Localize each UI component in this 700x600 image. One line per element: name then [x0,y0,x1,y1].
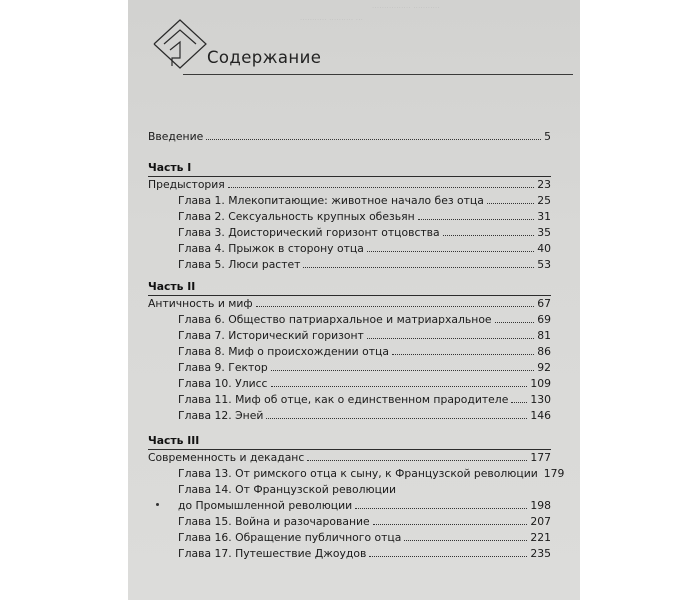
toc-chapter [178,343,551,358]
stray-mark [156,503,159,506]
toc-entry-page: 81 [537,329,551,342]
toc-entry-page: 235 [530,547,551,560]
toc-chapter [178,391,551,406]
leader-dots [228,187,534,188]
toc-entry-introduction [148,128,551,143]
toc-chapter [178,529,551,544]
toc-entry-page: 5 [544,130,551,143]
toc-chapter [178,240,551,255]
toc-entry-label: Глава 12. Эней [178,409,264,422]
toc-chapter-line-1 [178,481,551,496]
toc-entry-label: Глава 3. Доисторический горизонт отцовства [178,226,440,239]
toc-chapter [178,465,565,480]
toc-entry-page: 40 [537,242,551,255]
toc-entry-label: Глава 17. Путешествие Джоудов [178,547,367,560]
toc-entry-page: 31 [537,210,551,223]
leader-dots [355,508,527,509]
toc-entry-page: 146 [530,409,551,422]
toc-entry-page: 177 [530,451,551,464]
toc-entry-page: 86 [537,345,551,358]
toc-entry-label: Глава 6. Общество патриархальное и матриархальное [178,313,492,326]
toc-chapter [178,311,551,326]
toc-chapter [178,513,551,528]
leader-dots [369,556,527,557]
leader-dots [367,251,534,252]
toc-entry-page: 92 [537,361,551,374]
toc-entry-label: Введение [148,130,204,143]
toc-entry-page: 221 [530,531,551,544]
toc-entry-page: 207 [530,515,551,528]
toc-entry-label: Глава 8. Миф о происхождении отца [178,345,389,358]
leader-dots [256,306,535,307]
toc-entry-page: 130 [530,393,551,406]
toc-chapter [178,327,551,342]
toc-entry-page: 23 [537,178,551,191]
toc-entry-page: 179 [543,467,565,480]
leader-dots [373,524,528,525]
leader-dots [266,418,527,419]
toc-entry-label: Современность и декаданс [148,451,305,464]
toc-section-modernity [148,449,551,464]
page-title: Содержание [207,48,322,67]
toc-entry-page: 35 [537,226,551,239]
leader-dots [418,219,535,220]
toc-entry-label: Глава 15. Война и разочарование [178,515,370,528]
toc-entry-page: 69 [537,313,551,326]
leader-dots [495,322,535,323]
leader-dots [271,370,535,371]
leader-dots [443,235,535,236]
toc-entry-label: Глава 9. Гектор [178,361,268,374]
part-title-3: Часть III [148,434,200,447]
toc-entry-label: Глава 10. Улисс [178,377,268,390]
leader-dots [404,540,527,541]
leader-dots [487,203,534,204]
bleed-through-text: ················ ··········· [372,4,440,12]
chapter-logo-icon [150,14,210,74]
toc-chapter [178,407,551,422]
toc-entry-page: 67 [537,297,551,310]
toc-entry-page: 198 [530,499,551,512]
leader-dots [511,402,527,403]
toc-entry-label: Глава 2. Сексуальность крупных обезьян [178,210,415,223]
toc-entry-page: 25 [537,194,551,207]
toc-entry-label: Глава 5. Люси растет [178,258,301,271]
toc-chapter [178,192,551,207]
toc-section-antiquity [148,295,551,310]
toc-chapter [178,208,551,223]
toc-entry-label: Глава 4. Прыжок в сторону отца [178,242,364,255]
toc-entry-page: 53 [537,258,551,271]
toc-entry-label: Глава 7. Исторический горизонт [178,329,364,342]
part-title-1: Часть I [148,161,192,174]
toc-entry-label: Глава 1. Млекопитающие: животное начало без отца [178,194,484,207]
toc-chapter [178,359,551,374]
toc-entry-label: Глава 14. От Французской революции [178,483,396,496]
part-title-2: Часть II [148,280,196,293]
toc-section-prehistory [148,176,551,191]
leader-dots [271,386,528,387]
bleed-through-text: ··········· ·········· ··· [300,16,364,24]
toc-chapter [178,224,551,239]
leader-dots [303,267,534,268]
leader-dots [206,139,541,140]
toc-chapter [178,375,551,390]
leader-dots [307,460,527,461]
toc-entry-label: Глава 11. Миф об отце, как о единственном прародителе [178,393,509,406]
toc-chapter-line-2 [178,497,551,512]
toc-entry-label: Глава 13. От римского отца к сыну, к Французской революции [178,467,538,480]
toc-entry-label: до Промышленной революции [178,499,353,512]
toc-entry-label: Предыстория [148,178,225,191]
toc-entry-page: 109 [530,377,551,390]
leader-dots [367,338,534,339]
toc-chapter [178,545,551,560]
leader-dots [392,354,534,355]
toc-entry-label: Античность и миф [148,297,253,310]
title-underline [183,74,573,75]
toc-chapter [178,256,551,271]
toc-entry-label: Глава 16. Обращение публичного отца [178,531,402,544]
